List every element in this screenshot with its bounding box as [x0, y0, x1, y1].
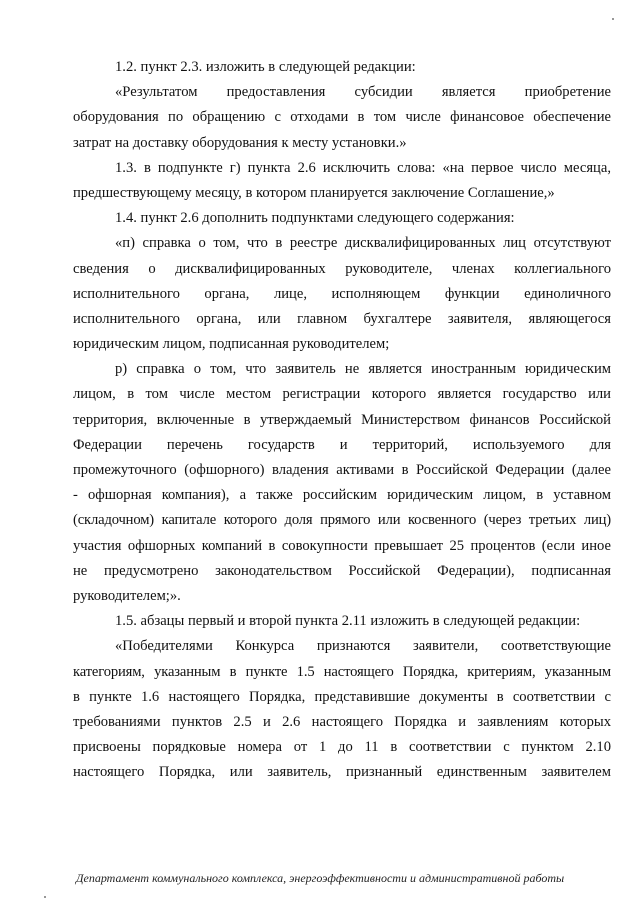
text-line: руководителем;». — [73, 587, 181, 604]
text-line: р) справка о том, что заявитель не является иностранным юридическим — [115, 361, 611, 378]
text-line: лицом, в том числе местом регистрации которого является государство или — [73, 386, 611, 403]
text-line: исполнительного органа, или главном бухгалтере заявителя, являющегося — [73, 310, 611, 327]
paragraph — [73, 206, 611, 231]
text-line: 1.2. пункт 2.3. изложить в следующей редакции: — [115, 59, 416, 75]
text-line: - офшорная компания), а также российским юридическим лицом, в уставном — [73, 487, 611, 504]
paragraph — [73, 609, 611, 634]
paragraph — [73, 156, 611, 206]
page-footer: Департамент коммунального комплекса, энергоэффективности и административной работы — [75, 871, 565, 885]
text-line: «Результатом предоставления субсидии является приобретение — [115, 84, 611, 101]
text-line: категориям, указанным в пункте 1.5 настоящего Порядка, критериям, указанным — [73, 663, 611, 680]
paragraph — [73, 55, 611, 80]
text-line: исполнительного органа, лице, исполняющем функции единоличного — [73, 285, 611, 302]
text-line: в пункте 1.6 настоящего Порядка, представившие документы в соответствии с — [73, 688, 611, 705]
document-body — [73, 55, 611, 785]
text-line: требованиями пунктов 2.5 и 2.6 настоящего Порядка и заявлениям которых — [73, 713, 611, 730]
text-line: присвоены порядковые номера от 1 до 11 в соответствии с пунктом 2.10 — [73, 739, 611, 756]
text-line: настоящего Порядка, или заявитель, признанный единственным заявителем — [73, 764, 611, 781]
text-line: предшествующему месяцу, в котором планируется заключение Соглашение,» — [73, 184, 555, 201]
text-line: (складочном) капитале которого доля прямого или косвенного (через третьих лиц) — [73, 512, 611, 529]
text-line: юридическим лицом, подписанная руководителем; — [73, 336, 390, 353]
text-line: промежуточного (офшорного) владения активами в Российской Федерации (далее — [73, 462, 611, 478]
text-line: территория, включенные в утверждаемый Министерством финансов Российской — [73, 411, 611, 428]
text-line: «п) справка о том, что в реестре дисквалифицированных лиц отсутствуют — [115, 235, 611, 252]
text-line: «Победителями Конкурса признаются заявители, соответствующие — [115, 638, 611, 655]
text-line: 1.4. пункт 2.6 дополнить подпунктами следующего содержания: — [115, 210, 515, 227]
scan-speck — [44, 896, 46, 898]
text-line: затрат на доставку оборудования к месту установки.» — [73, 134, 407, 151]
text-line: не предусмотрено законодательством Российской Федерации), подписанная — [73, 562, 611, 579]
text-line: 1.3. в подпункте г) пункта 2.6 исключить слова: «на первое число месяца, — [115, 159, 611, 176]
text-line: оборудования по обращению с отходами в том числе финансовое обеспечение — [73, 109, 611, 126]
paragraph — [73, 231, 611, 357]
text-line: 1.5. абзацы первый и второй пункта 2.11 изложить в следующей редакции: — [115, 613, 581, 630]
scan-speck — [612, 18, 614, 20]
paragraph — [73, 80, 611, 156]
paragraph — [73, 634, 611, 785]
text-line: Федерации перечень государств и территорий, используемого для — [73, 436, 611, 453]
text-line: участия офшорных компаний в совокупности превышает 25 процентов (если иное — [73, 537, 611, 554]
text-line: сведения о дисквалифицированных руководителе, членах коллегиального — [73, 260, 611, 277]
paragraph — [73, 357, 611, 609]
